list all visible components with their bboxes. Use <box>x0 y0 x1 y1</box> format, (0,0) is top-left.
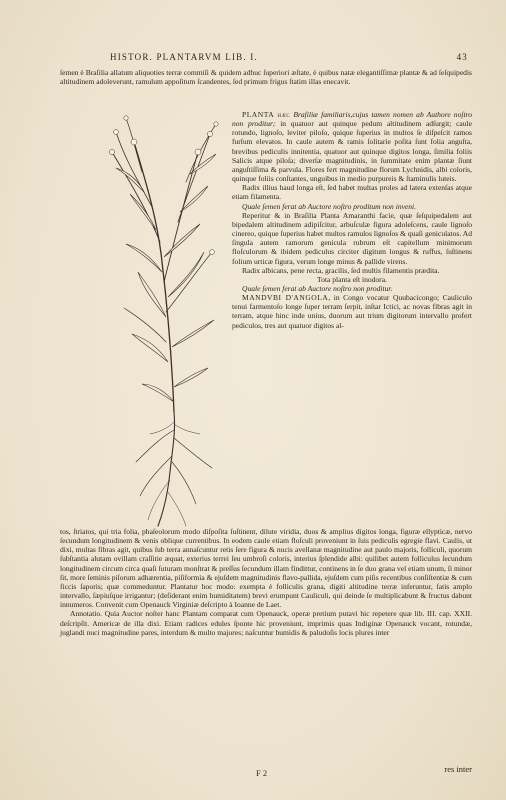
annotation-paragraph: Annotatio. Quia Auctor noſter hanc Plantam comparat cum Openauck, operæ pretium putavi hic repetere quæ lib. III. cap. XXII. deſcripſit. Americæ de illa dixi. Etiam radices edules ſponte hic proveniunt, imprimis quas Indiginæ Openauck vocant, rotundæ, juglandi nuci magnitudine pares, interdum & multo majores; naſcuntur humidis & paludoſis locis plures inter <box>60 609 472 637</box>
root-paragraph: Radix albicans, pene recta, gracilis, ſed multis filamentis prædita. <box>242 265 440 275</box>
plant-description-text: in quatuor aut quinque pedum altitudinem adſurgit; caule rotundo, lignoſo, leviter piloſo, quique ſuperius in multos ſe diſpeſcit ramos furſum elevatos. In caule autem & ramis ſolitarie poſita ſunt folia anguſta, brevibus pediculis innitentia, quatuor aut quinque digitos longa, ſimilia foliis Salicis atque piloſa; diverſæ magnitudinis, in ſummitate enim plantæ ſiunt anguſtiſſima & parvula. Flores fert magnitudine florum Lychnidis, albi coloris, quinque foliis conſtantes, unguibus in medio purpureis & ſtaminulis luteis. <box>232 119 473 184</box>
plant-illustration <box>86 112 232 530</box>
bottom-text-block <box>60 527 472 637</box>
lead-paragraph-block <box>60 68 472 86</box>
manduvi-continuation: tos, ſtriatos, qui tria folia, phaſeolorum modo diſpoſita ſuſtinent, dilute viridia, duos & amplius digitos longa, figuræ ellypticæ, nervo ſecundum longitudinem & venis oblique currentibus. In eodem caule etiam floſculi proveniunt in ſuis pediculis egregie flavi. Caulis, ut dixi, multas fibras agit, quibus ſub terra annaſcuntur retis ſere figura & nucis avellanæ magnitudine aut paulo majoris, folliculi, quorum ſubſtantia alutam ovillam craſſitie æquat, exterius terrei ſeu umbroſi coloris, interius ſplendide albi: quilibet autem folliculus ſecundum longitudinem circum circa quaſi ſuturam monſtrat & preſſus ſecundum illam findittur, continens in ſe duo grana vel etiam unum, ſi minor ſit, more ſeminis piſorum adhærentia, piſiformia & ejuſdem magnitudinis flavo-pallida, ejuſdem cum piſis recentibus conſiſtentiæ & cum ficcis ſaporis; quæ commeduntur. Plantatur hoc modo: exempta è folliculis grana, digiti altitudine terræ inferuntur, ſatis amplo intervallo, ſæpiuſque irrigantur; (deſiderant enim humiditatem) brevi erumpunt Cauliculi, qui deinde ſe multiplicabunt & fructus dabunt innumeros. Convenit cum Openauck Virginiæ deſcripto à Ioanne de Laet. <box>60 527 472 610</box>
manduvi-heading: MANDVBI D'ANGOLA <box>242 293 329 303</box>
page-footer <box>60 764 472 780</box>
right-column-text <box>232 110 472 330</box>
lead-paragraph: ſemen è Braſilia allatum aliquoties terræ commiſi & quidem adhuc ſuperiori æſtate, è quibus natæ elegantiſſimæ plantæ & ad ſeſquipedis altitudinem adoleverunt, ramulum appoſitum ſcandentes, ſed primum frigus ſtatim illas enecavit. <box>60 68 472 87</box>
root-description-paragraph: Radix illius haud longa eſt, ſed habet multas proles ad latera extenſas atque etiam filamenta. <box>232 183 472 202</box>
page-number: 43 <box>456 52 468 62</box>
manduvi-paragraph <box>232 293 472 330</box>
running-title: HISTOR. PLANTARVM LIB. I. <box>110 52 258 62</box>
plant-name-italic: Braſiliæ familiaris,cujus tamen nomen ab Authore noſtro non proditur; <box>232 110 472 129</box>
seed-caption: Quale ſemen ferat ab Auctore noſtro proditum non inveni. <box>242 201 417 211</box>
paragraph-lead-caps: PLANTA hæc <box>242 110 291 119</box>
signature-mark: F 2 <box>256 768 268 778</box>
running-header <box>110 52 468 64</box>
plant-description-paragraph <box>232 110 472 183</box>
seed-caption-second: Quale ſemen ferat ab Auctore noſtro non proditur. <box>242 283 393 293</box>
manduvi-text: , in Congo vocatur Quubacicongo; Cauliculo tenui farmentoſo longe ſuper terram ſerpit, inſtar Ictici, ac novas fibras agit in terram, atque hinc inde unius, duorum aut trium digitorum intervallo profert pediculos, tres aut quatuor digitos al- <box>232 293 472 330</box>
catchword: res inter <box>444 764 472 774</box>
inodorous-line: Tota planta eſt inodora. <box>317 274 387 284</box>
amaranth-paragraph: Reperitur & in Braſilia Planta Amaranthi facie, quæ ſeſquipedalem aut bipedalem altitudinem adipiſcitur, arbuſculæ figura adoleſcens, caule lignoſo cinereo, quique ſuperius habet multos ramulos lignoſos & quaſi geniculatos. Ad ſingula autem ramorum genicula rubrum eſt capitellum minimorum floſculorum & ibidem pediculus circiter digitum longus & ruffus, ſuſtinens folium urticæ figura, verum longe minus & pallide virens. <box>232 210 472 266</box>
